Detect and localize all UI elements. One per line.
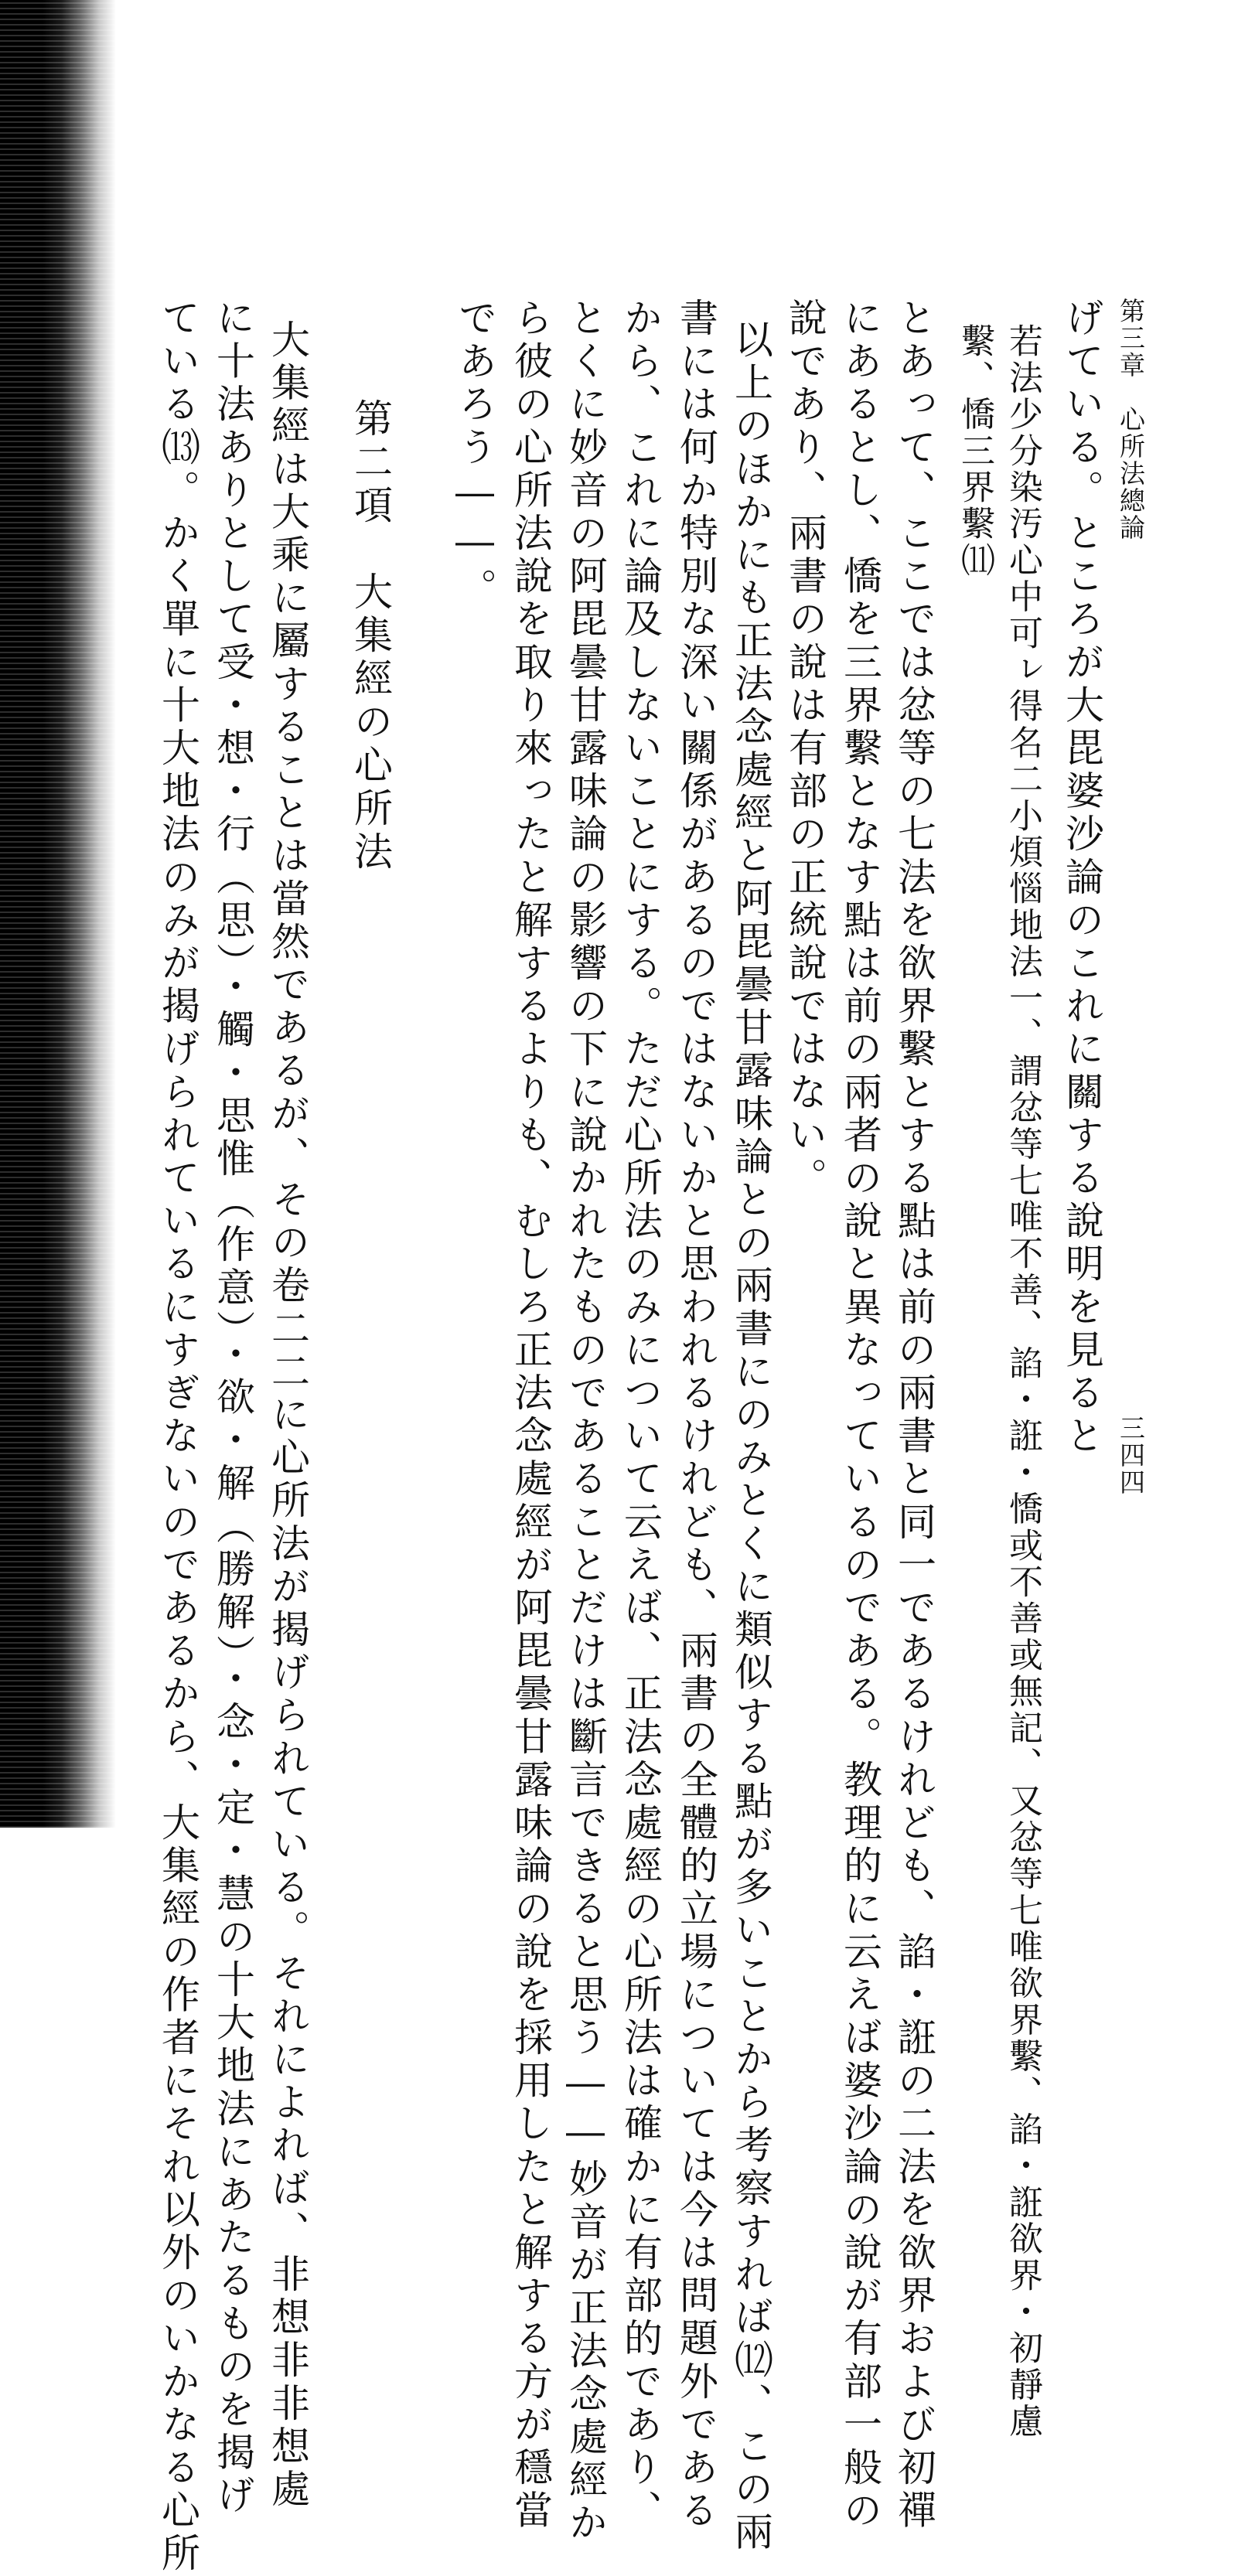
body-column: 大集經は大乘に屬することは當然であるが、その卷二二に心所法が揭げられている。それによれば、非想非非想處 xyxy=(265,319,310,2512)
body-column: とくに妙音の阿毘曇甘露味論の影響の下に說かれたものであることだけは斷言できると思う――妙音が正法念處經か xyxy=(563,298,608,2546)
body-column: げている。ところが大毘婆沙論のこれに關する說明を見ると xyxy=(1059,298,1104,1459)
quote-column: 繫、憍三界繫⑾ xyxy=(955,323,994,579)
body-column: であろう――。 xyxy=(452,298,497,612)
quote-column: 若法少分染汚心中可ㇾ得名二小煩惱地法一、謂忿等七唯不善、諂・誑・憍或不善或無記、又忿等七唯欲界繫、諂・誑欲界・初靜慮 xyxy=(1003,323,1042,2440)
body-column: に十法ありとして受・想・行（思）・觸・思惟（作意）・欲・解（勝解）・念・定・慧の十大地法にあたるものを揭げ xyxy=(210,298,255,2518)
body-column: ら彼の心所法說を取り來ったと解するよりも、むしろ正法念處經が阿毘曇甘露味論の說を採用したと解する方が穩當 xyxy=(508,298,553,2533)
section-heading: 第二項 大集經の心所法 xyxy=(348,398,393,874)
body-column: とあって、ここでは忿等の七法を欲界繫とする點は前の兩書と同一であるけれども、諂・誑の二法を欲界および初禪 xyxy=(892,298,936,2533)
body-column: 以上のほかにも正法念處經と阿毘曇甘露味論との兩書にのみとくに類似する點が多いことから考察すれば⑿、この兩 xyxy=(728,319,773,2555)
running-head: 第三章 心所法總論 xyxy=(1116,298,1146,541)
body-column: にあるとし、憍を三界繫となす點は前の兩者の說と異なっているのである。教理的に云えば婆沙論の說が有部一般の xyxy=(837,298,882,2533)
body-column: 書には何か特別な深い關係があるのではないかと思われるけれども、兩書の全體的立場については今は問題外である xyxy=(674,298,718,2533)
page-number: 三四四 xyxy=(1116,1415,1146,1496)
body-column: 說であり、兩書の說は有部の正統說ではない。 xyxy=(783,298,827,1201)
body-column: から、これに論及しないことにする。ただ心所法のみについて云えば、正法念處經の心所法は確かに有部的であり、 xyxy=(618,298,663,2533)
body-column: ている⒀。かく單に十大地法のみが揭げられているにすぎないのであるから、大集經の作者にそれ以外のいかなる心所 xyxy=(155,298,200,2576)
